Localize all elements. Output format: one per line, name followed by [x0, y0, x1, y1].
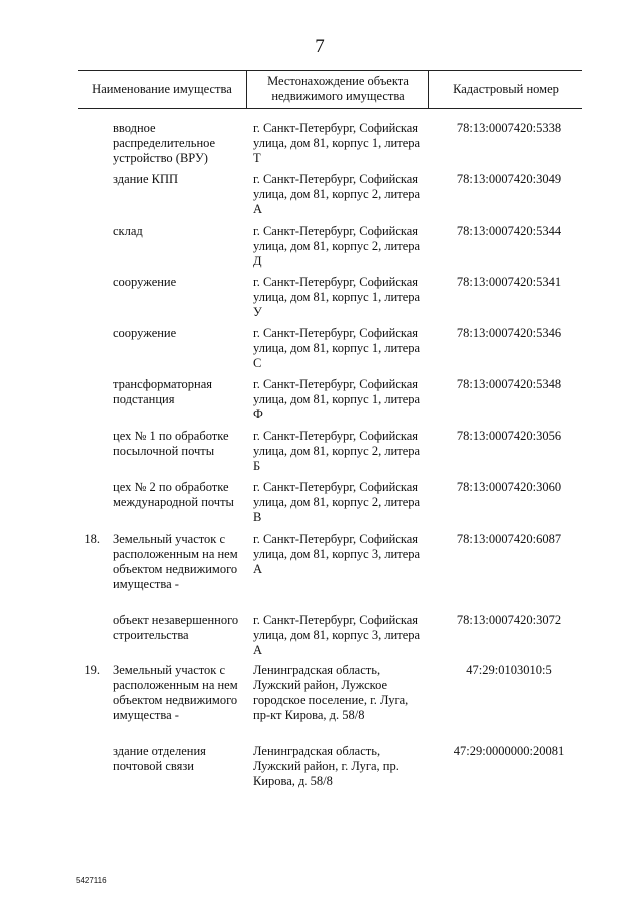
row-cadastral: 78:13:0007420:3056 — [456, 429, 562, 443]
footer-code: 5427116 — [76, 876, 107, 885]
row-name: сооружение — [113, 275, 177, 289]
row-location: г. Санкт-Петербург, Софийская улица, дом 81, корпус 2, литера А — [253, 172, 421, 216]
row-name: Земельный участок с расположенным на нем объектом недвижимого имущества - — [113, 663, 238, 722]
page-number: 7 — [315, 36, 325, 57]
header-name: Наименование имущества — [92, 82, 232, 96]
header-separator-2 — [428, 70, 429, 108]
row-location: г. Санкт-Петербург, Софийская улица, дом 81, корпус 2, литера В — [253, 480, 421, 524]
row-name: вводное распределительное устройство (ВРУ) — [113, 121, 216, 165]
row-location: г. Санкт-Петербург, Софийская улица, дом 81, корпус 3, литера А — [253, 532, 421, 576]
row-name: цех № 2 по обработке международной почты — [113, 480, 234, 509]
row-location: г. Санкт-Петербург, Софийская улица, дом 81, корпус 2, литера Б — [253, 429, 421, 473]
row-location: Ленинградская область, Лужский район, г. Луга, пр. Кирова, д. 58/8 — [253, 744, 399, 788]
row-cadastral: 78:13:0007420:5338 — [456, 121, 562, 135]
header-location: Местонахождение объекта недвижимого имущества — [267, 74, 409, 103]
row-cadastral: 78:13:0007420:5341 — [456, 275, 562, 289]
row-location: г. Санкт-Петербург, Софийская улица, дом 81, корпус 1, литера С — [253, 326, 421, 370]
row-name: сооружение — [113, 326, 177, 340]
row-number: 18. — [84, 532, 100, 546]
row-name: здание отделения почтовой связи — [113, 744, 206, 773]
row-name: трансформаторная подстанция — [113, 377, 213, 406]
header-cadastral: Кадастровый номер — [453, 82, 559, 96]
header-separator-1 — [246, 70, 247, 108]
table-header-top-rule — [78, 70, 582, 71]
row-cadastral: 78:13:0007420:5344 — [456, 224, 562, 238]
row-cadastral: 47:29:0000000:20081 — [453, 744, 565, 758]
row-name: объект незавершенного строительства — [113, 613, 239, 642]
row-name: Земельный участок с расположенным на нем объектом недвижимого имущества - — [113, 532, 238, 591]
row-location: Ленинградская область, Лужский район, Лужское городское поселение, г. Луга, пр-кт Кирова, д. 58/8 — [253, 663, 409, 722]
row-cadastral: 78:13:0007420:6087 — [456, 532, 562, 546]
row-number: 19. — [84, 663, 100, 677]
row-cadastral: 78:13:0007420:5348 — [456, 377, 562, 391]
row-location: г. Санкт-Петербург, Софийская улица, дом 81, корпус 3, литера А — [253, 613, 421, 657]
row-cadastral: 78:13:0007420:3049 — [456, 172, 562, 186]
row-cadastral: 78:13:0007420:5346 — [456, 326, 562, 340]
row-location: г. Санкт-Петербург, Софийская улица, дом 81, корпус 2, литера Д — [253, 224, 421, 268]
row-cadastral: 47:29:0103010:5 — [466, 663, 552, 677]
row-cadastral: 78:13:0007420:3072 — [456, 613, 562, 627]
row-location: г. Санкт-Петербург, Софийская улица, дом 81, корпус 1, литера Ф — [253, 377, 421, 421]
table-header-bottom-rule — [78, 108, 582, 109]
row-name: здание КПП — [113, 172, 179, 186]
row-name: склад — [113, 224, 143, 238]
row-location: г. Санкт-Петербург, Софийская улица, дом 81, корпус 1, литера У — [253, 275, 421, 319]
row-cadastral: 78:13:0007420:3060 — [456, 480, 562, 494]
row-name: цех № 1 по обработке посылочной почты — [113, 429, 229, 458]
row-location: г. Санкт-Петербург, Софийская улица, дом 81, корпус 1, литера Т — [253, 121, 421, 165]
